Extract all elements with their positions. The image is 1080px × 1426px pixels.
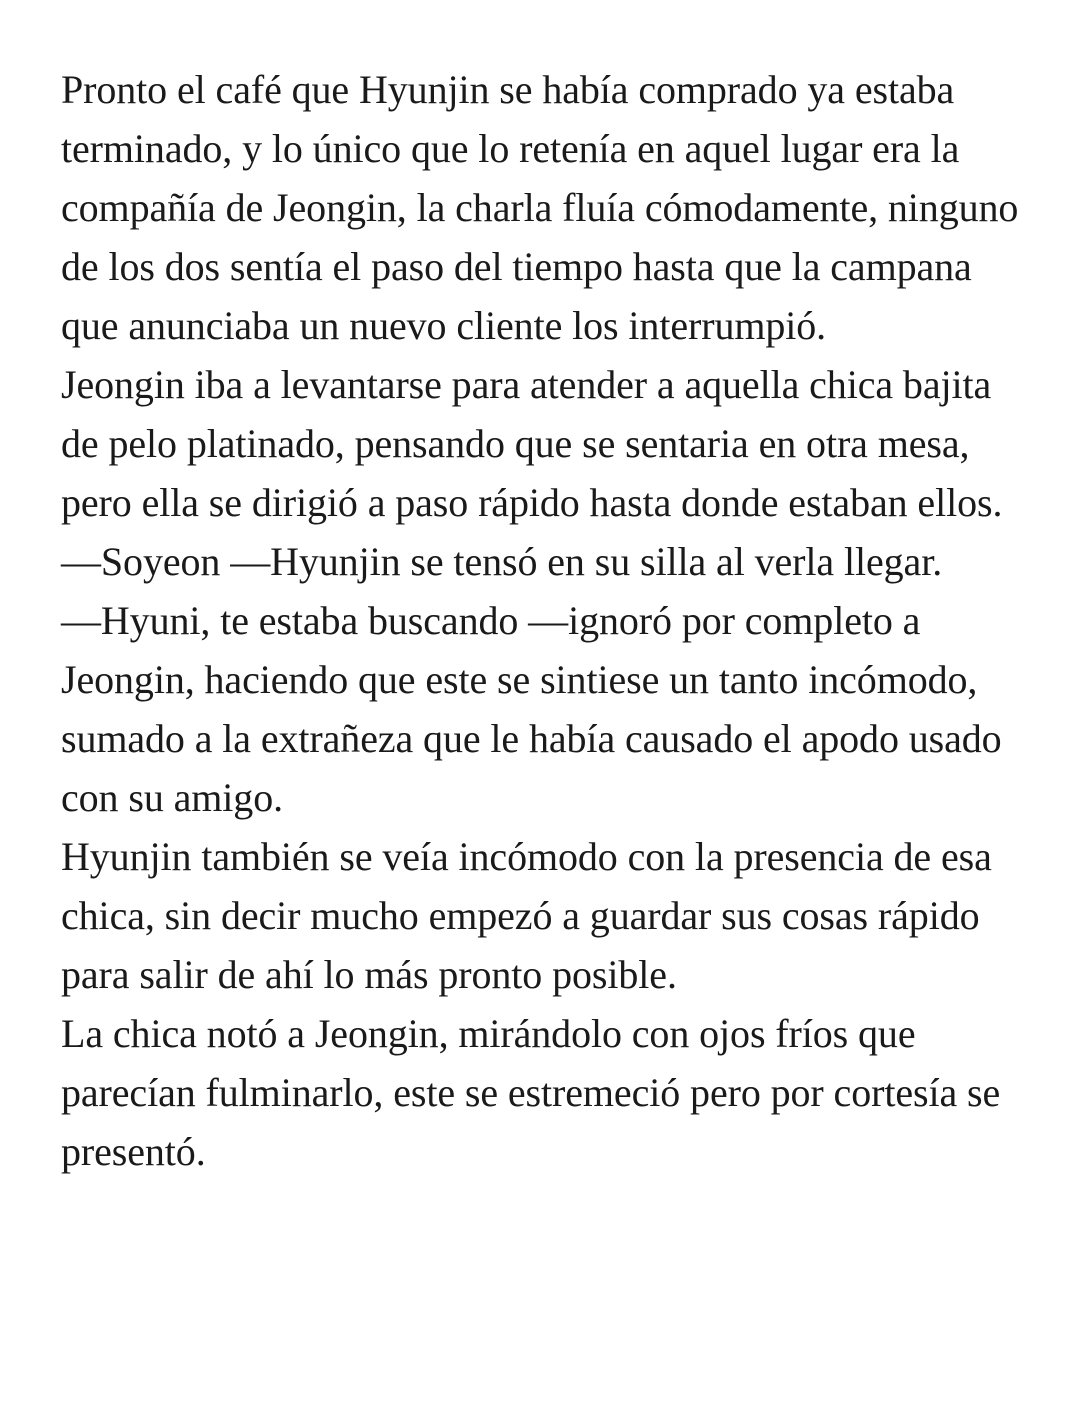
paragraph: —Soyeon —Hyunjin se tensó en su silla al verla llegar. xyxy=(61,539,943,584)
paragraph: Jeongin iba a levantarse para atender a aquella chica bajita de pelo platinado, pensando que se sentaria en otra mesa, pero ella se dirigió a paso rápido hasta donde estaban ellos. xyxy=(61,362,1003,525)
paragraph: Hyunjin también se veía incómodo con la presencia de esa chica, sin decir mucho empezó a guardar sus cosas rápido para salir de ahí lo más pronto posible. xyxy=(61,834,992,997)
paragraph: La chica notó a Jeongin, mirándolo con ojos fríos que parecían fulminarlo, este se estremeció pero por cortesía se presentó. xyxy=(61,1011,1001,1174)
reader-page[interactable] xyxy=(61,60,1036,1181)
paragraph: —Hyuni, te estaba buscando —ignoró por completo a Jeongin, haciendo que este se sintiese un tanto incómodo, sumado a la extrañeza que le había causado el apodo usado con su amigo. xyxy=(61,598,1002,820)
paragraph: Pronto el café que Hyunjin se había comprado ya estaba terminado, y lo único que lo retenía en aquel lugar era la compañía de Jeongin, la charla fluía cómodamente, ninguno de los dos sentía el paso del tiempo hasta que la campana que anunciaba un nuevo cliente los interrumpió. xyxy=(61,67,1019,348)
